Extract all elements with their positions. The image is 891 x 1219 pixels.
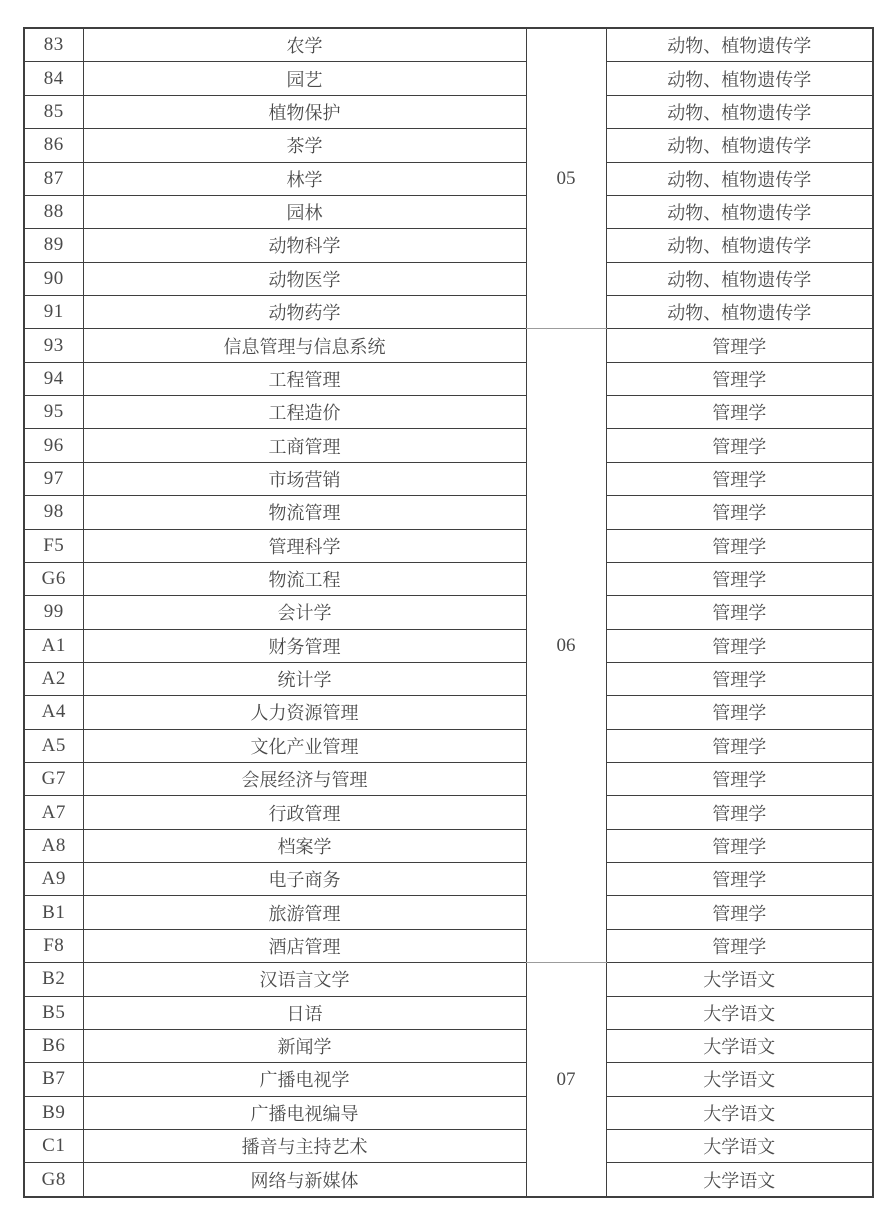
major-name-cell: 信息管理与信息系统 [83, 329, 526, 362]
major-code-cell: A9 [24, 863, 83, 896]
major-code-cell: G6 [24, 562, 83, 595]
major-code-cell: B9 [24, 1096, 83, 1129]
table-row [24, 62, 873, 95]
table-row [24, 1129, 873, 1162]
table-row [24, 396, 873, 429]
exam-subject-cell: 管理学 [606, 929, 873, 962]
exam-subject-cell: 大学语文 [606, 963, 873, 996]
table-row [24, 562, 873, 595]
major-name-cell: 动物医学 [83, 262, 526, 295]
table-row [24, 629, 873, 662]
major-code-cell: 83 [24, 28, 83, 62]
exam-subject-cell: 大学语文 [606, 1029, 873, 1062]
exam-subject-cell: 动物、植物遗传学 [606, 129, 873, 162]
table-row [24, 496, 873, 529]
exam-subject-cell: 动物、植物遗传学 [606, 28, 873, 62]
major-code-cell: B7 [24, 1063, 83, 1096]
exam-subject-cell: 管理学 [606, 796, 873, 829]
exam-subject-cell: 管理学 [606, 562, 873, 595]
group-number-cell: 05 [526, 28, 606, 329]
table-row [24, 1096, 873, 1129]
table-row [24, 429, 873, 462]
major-exam-subject-table [23, 27, 874, 1198]
table-row [24, 129, 873, 162]
table-row [24, 229, 873, 262]
major-code-cell: 99 [24, 596, 83, 629]
exam-subject-cell: 动物、植物遗传学 [606, 295, 873, 328]
major-name-cell: 动物科学 [83, 229, 526, 262]
exam-subject-cell: 动物、植物遗传学 [606, 195, 873, 228]
exam-subject-cell: 管理学 [606, 662, 873, 695]
major-name-cell: 林学 [83, 162, 526, 195]
major-name-cell: 植物保护 [83, 95, 526, 128]
exam-subject-cell: 动物、植物遗传学 [606, 95, 873, 128]
major-name-cell: 新闻学 [83, 1029, 526, 1062]
major-code-cell: 89 [24, 229, 83, 262]
table-row [24, 162, 873, 195]
exam-subject-cell: 动物、植物遗传学 [606, 229, 873, 262]
exam-subject-cell: 管理学 [606, 496, 873, 529]
table-row [24, 1063, 873, 1096]
major-code-cell: 96 [24, 429, 83, 462]
group-number-cell: 07 [526, 963, 606, 1197]
major-name-cell: 档案学 [83, 829, 526, 862]
table-row [24, 529, 873, 562]
major-code-cell: 91 [24, 295, 83, 328]
table-row [24, 1163, 873, 1197]
exam-subject-cell: 管理学 [606, 396, 873, 429]
major-code-cell: A1 [24, 629, 83, 662]
major-code-cell: 95 [24, 396, 83, 429]
table-row [24, 329, 873, 362]
table-row [24, 796, 873, 829]
major-code-cell: 86 [24, 129, 83, 162]
table-row [24, 929, 873, 962]
major-code-cell: A8 [24, 829, 83, 862]
exam-subject-cell: 管理学 [606, 729, 873, 762]
table-row [24, 763, 873, 796]
exam-subject-cell: 管理学 [606, 429, 873, 462]
major-name-cell: 人力资源管理 [83, 696, 526, 729]
major-code-cell: F5 [24, 529, 83, 562]
major-code-cell: B1 [24, 896, 83, 929]
exam-subject-cell: 动物、植物遗传学 [606, 62, 873, 95]
table-row [24, 262, 873, 295]
major-code-cell: 93 [24, 329, 83, 362]
major-code-cell: 85 [24, 95, 83, 128]
major-name-cell: 园艺 [83, 62, 526, 95]
table-row [24, 963, 873, 996]
major-code-cell: G7 [24, 763, 83, 796]
major-name-cell: 园林 [83, 195, 526, 228]
major-code-cell: B2 [24, 963, 83, 996]
exam-subject-cell: 大学语文 [606, 996, 873, 1029]
table-row [24, 462, 873, 495]
major-name-cell: 广播电视编导 [83, 1096, 526, 1129]
major-name-cell: 酒店管理 [83, 929, 526, 962]
exam-subject-cell: 管理学 [606, 763, 873, 796]
major-code-cell: C1 [24, 1129, 83, 1162]
exam-subject-cell: 动物、植物遗传学 [606, 262, 873, 295]
major-code-cell: A7 [24, 796, 83, 829]
table-row [24, 95, 873, 128]
exam-subject-cell: 大学语文 [606, 1129, 873, 1162]
major-name-cell: 茶学 [83, 129, 526, 162]
table-row [24, 729, 873, 762]
major-name-cell: 市场营销 [83, 462, 526, 495]
table-body [24, 28, 873, 1197]
major-name-cell: 会展经济与管理 [83, 763, 526, 796]
exam-subject-cell: 管理学 [606, 596, 873, 629]
major-code-cell: 97 [24, 462, 83, 495]
table-row [24, 596, 873, 629]
exam-subject-cell: 管理学 [606, 462, 873, 495]
table-row [24, 295, 873, 328]
table-row [24, 1029, 873, 1062]
major-code-cell: B5 [24, 996, 83, 1029]
major-code-cell: A4 [24, 696, 83, 729]
exam-subject-cell: 管理学 [606, 896, 873, 929]
exam-subject-cell: 管理学 [606, 696, 873, 729]
major-name-cell: 播音与主持艺术 [83, 1129, 526, 1162]
table-row [24, 696, 873, 729]
exam-subject-cell: 管理学 [606, 629, 873, 662]
major-name-cell: 汉语言文学 [83, 963, 526, 996]
major-name-cell: 工程造价 [83, 396, 526, 429]
exam-subject-cell: 大学语文 [606, 1163, 873, 1197]
major-code-cell: A2 [24, 662, 83, 695]
table-row [24, 996, 873, 1029]
table-row [24, 195, 873, 228]
major-name-cell: 行政管理 [83, 796, 526, 829]
exam-subject-cell: 管理学 [606, 329, 873, 362]
major-name-cell: 物流工程 [83, 562, 526, 595]
exam-subject-cell: 大学语文 [606, 1063, 873, 1096]
major-code-cell: 87 [24, 162, 83, 195]
exam-subject-cell: 大学语文 [606, 1096, 873, 1129]
exam-subject-cell: 动物、植物遗传学 [606, 162, 873, 195]
major-code-cell: 98 [24, 496, 83, 529]
group-number-cell: 06 [526, 329, 606, 963]
exam-subject-cell: 管理学 [606, 529, 873, 562]
major-code-cell: G8 [24, 1163, 83, 1197]
major-code-cell: 84 [24, 62, 83, 95]
major-name-cell: 物流管理 [83, 496, 526, 529]
table-row [24, 896, 873, 929]
table-row [24, 662, 873, 695]
major-name-cell: 网络与新媒体 [83, 1163, 526, 1197]
major-name-cell: 日语 [83, 996, 526, 1029]
major-name-cell: 旅游管理 [83, 896, 526, 929]
exam-subject-cell: 管理学 [606, 362, 873, 395]
major-name-cell: 工商管理 [83, 429, 526, 462]
exam-subject-cell: 管理学 [606, 829, 873, 862]
major-name-cell: 广播电视学 [83, 1063, 526, 1096]
major-name-cell: 动物药学 [83, 295, 526, 328]
major-code-cell: A5 [24, 729, 83, 762]
major-name-cell: 文化产业管理 [83, 729, 526, 762]
major-name-cell: 会计学 [83, 596, 526, 629]
major-code-cell: F8 [24, 929, 83, 962]
major-code-cell: 88 [24, 195, 83, 228]
major-name-cell: 管理科学 [83, 529, 526, 562]
table-row [24, 829, 873, 862]
table-row [24, 362, 873, 395]
exam-subject-cell: 管理学 [606, 863, 873, 896]
major-name-cell: 财务管理 [83, 629, 526, 662]
major-code-cell: 94 [24, 362, 83, 395]
major-name-cell: 统计学 [83, 662, 526, 695]
table-row [24, 863, 873, 896]
table-row [24, 28, 873, 62]
major-code-cell: 90 [24, 262, 83, 295]
major-name-cell: 农学 [83, 28, 526, 62]
major-name-cell: 电子商务 [83, 863, 526, 896]
major-code-cell: B6 [24, 1029, 83, 1062]
major-name-cell: 工程管理 [83, 362, 526, 395]
